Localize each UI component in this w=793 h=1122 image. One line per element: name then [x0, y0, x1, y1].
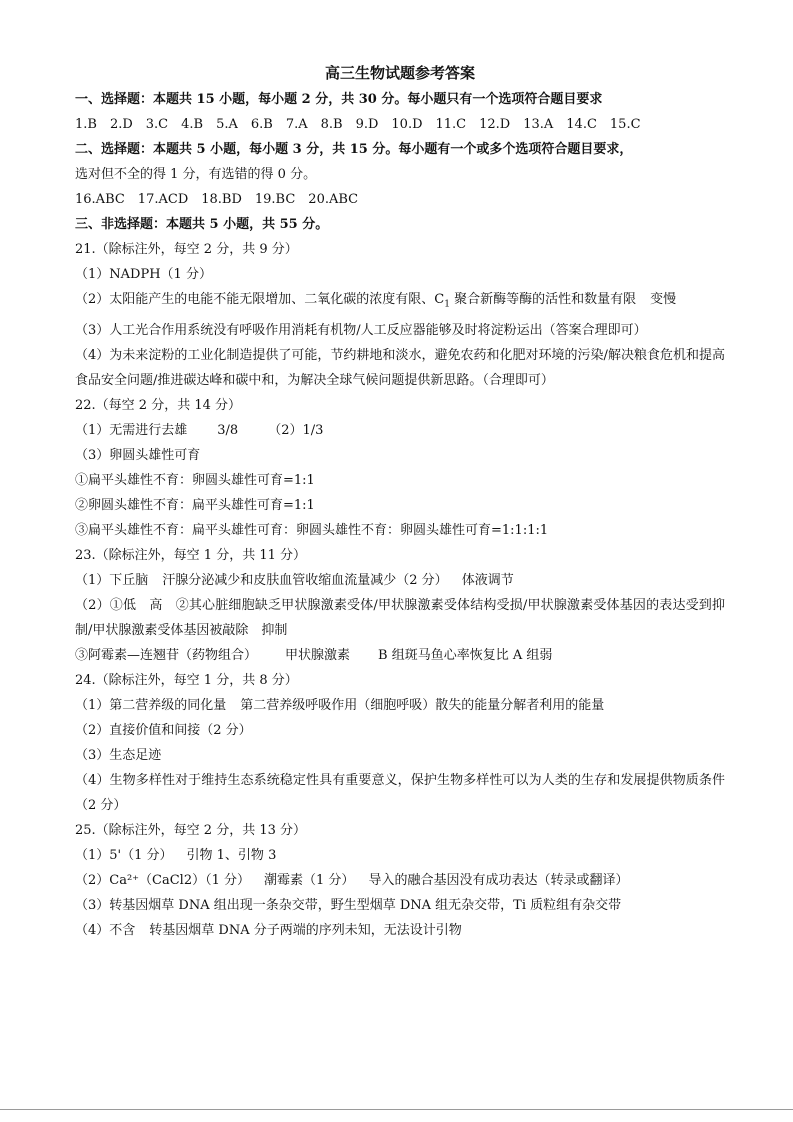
- q23-part1-c: 体液调节: [461, 572, 514, 588]
- page-bottom-divider: [0, 1109, 793, 1110]
- q24-part4: （4）生物多样性对于维持生态系统稳定性具有重要意义，保护生物多样性可以为人类的生存和发展提供物质条件（2 分）: [75, 772, 725, 813]
- section-1-answers: 1.B 2.D 3.C 4.B 5.A 6.B 7.A 8.B 9.D 10.D 11.C 12.D 13.A 14.C 15.C: [75, 117, 641, 132]
- q24-part2: （2）直接价值和间接（2 分）: [75, 722, 252, 738]
- q23-part3-b: 甲状腺激素: [285, 647, 351, 663]
- q25-part1-a: （1）5'（1 分）: [75, 847, 173, 863]
- q23-part1: [75, 568, 725, 593]
- q22-part1-a: （1）无需进行去雄: [75, 422, 188, 438]
- q22-case1: ①扁平头雄性不育：卵圆头雄性可育=1:1: [75, 472, 315, 488]
- section-2-answers: 16.ABC 17.ACD 18.BD 19.BC 20.ABC: [75, 192, 359, 207]
- q24-part3: （3）生态足迹: [75, 747, 162, 763]
- q25-part2-b: 潮霉素（1 分）: [264, 872, 355, 888]
- q25-part2-c: 导入的融合基因没有成功表达（转录或翻译）: [368, 872, 629, 888]
- q23-part2: （2）①低 高 ②其心脏细胞缺乏甲状腺激素受体/甲状腺激素受体结构受损/甲状腺激素受体基因的表达受到抑制/甲状腺激素受体基因被敲除 抑制: [75, 597, 725, 638]
- page-title: 高三生物试题参考答案: [324, 64, 475, 82]
- q22-part1: [75, 418, 725, 443]
- q23-part3-c: B 组斑马鱼心率恢复比 A 组弱: [378, 647, 553, 663]
- q25-part1: [75, 843, 725, 868]
- answer-key-page: [75, 62, 725, 943]
- q21-part4: （4）为未来淀粉的工业化制造提供了可能，节约耕地和淡水，避免农药和化肥对环境的污染/解决粮食危机和提高食品安全问题/推进碳达峰和碳中和，为解决全球气候问题提供新思路。（合理即可）: [75, 347, 725, 388]
- q23-part1-b: 汗腺分泌减少和皮肤血管收缩血流量减少（2 分）: [162, 572, 448, 588]
- q21-part1: （1）NADPH（1 分）: [75, 267, 212, 282]
- q23-header: 23.（除标注外，每空 1 分，共 11 分）: [75, 547, 307, 563]
- q22-part3: （3）卵圆头雄性可育: [75, 447, 201, 463]
- q25-header: 25.（除标注外，每空 2 分，共 13 分）: [75, 822, 307, 838]
- section-3-header: 三、非选择题：本题共 5 小题，共 55 分。: [75, 217, 329, 232]
- q25-part4-a: （4）不含: [75, 922, 136, 938]
- q23-part1-a: （1）下丘脑: [75, 572, 149, 588]
- q24-part1: [75, 693, 725, 718]
- q21-part2-text-a: （2）太阳能产生的电能不能无限增加、二氧化碳的浓度有限、C: [75, 292, 445, 307]
- q22-part1-b: 3/8: [217, 422, 239, 438]
- section-2-note: 选对但不全的得 1 分，有选错的得 0 分。: [75, 167, 317, 182]
- q25-part2-a: （2）Ca²⁺（CaCl2）（1 分）: [75, 872, 251, 888]
- q22-case2: ②卵圆头雄性不育：扁平头雄性可育=1:1: [75, 497, 315, 513]
- section-1-header: 一、选择题：本题共 15 小题，每小题 2 分，共 30 分。每小题只有一个选项符合题目要求: [75, 92, 603, 107]
- q22-part2: （2）1/3: [268, 422, 324, 438]
- q23-part3-a: ③阿霉素—连翘苷（药物组合）: [75, 647, 258, 663]
- q21-part2: [75, 287, 725, 318]
- q21-part3: （3）人工光合作用系统没有呼吸作用消耗有机物/人工反应器能够及时将淀粉运出（答案合理即可）: [75, 322, 647, 338]
- q22-case3: ③扁平头雄性不育：扁平头雄性可育：卵圆头雄性不育：卵圆头雄性可育=1:1:1:1: [75, 522, 549, 538]
- q23-part3: [75, 643, 725, 668]
- q25-part2: [75, 868, 725, 893]
- q21-part2-subscript: 1: [444, 299, 450, 310]
- q25-part3: （3）转基因烟草 DNA 组出现一条杂交带，野生型烟草 DNA 组无杂交带，Ti 质粒组有杂交带: [75, 897, 622, 913]
- q21-part2-text-c: 变慢: [650, 292, 677, 307]
- q21-header: 21.（除标注外，每空 2 分，共 9 分）: [75, 242, 298, 257]
- q22-header: 22.（每空 2 分，共 14 分）: [75, 397, 242, 413]
- section-2-header: 二、选择题：本题共 5 小题，每小题 3 分，共 15 分。每小题有一个或多个选项符合题目要求，: [75, 142, 633, 157]
- q24-part1-b: 第二营养级呼吸作用（细胞呼吸）散失的能量分解者利用的能量: [240, 697, 605, 713]
- q25-part4-b: 转基因烟草 DNA 分子两端的序列未知，无法设计引物: [149, 922, 462, 938]
- q24-part1-a: （1）第二营养级的同化量: [75, 697, 227, 713]
- q21-part2-text-b: 聚合新酶等酶的活性和数量有限: [449, 292, 637, 307]
- q24-header: 24.（除标注外，每空 1 分，共 8 分）: [75, 672, 298, 688]
- q25-part4: [75, 918, 725, 943]
- q25-part1-b: 引物 1、引物 3: [186, 847, 277, 863]
